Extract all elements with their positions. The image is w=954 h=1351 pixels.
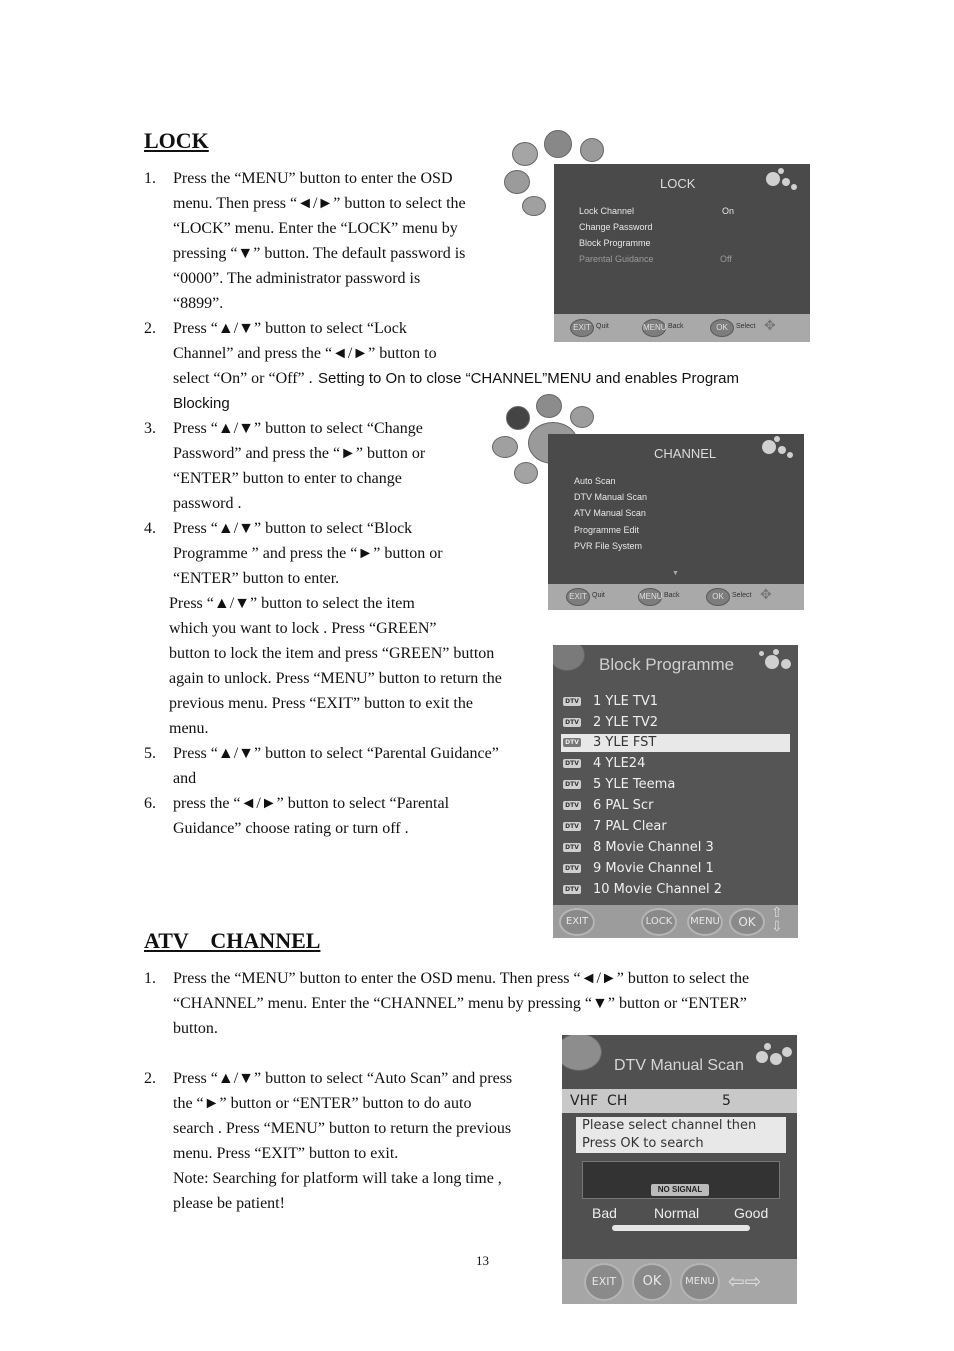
lock-bubble-icon bbox=[553, 645, 585, 671]
lock-para-line: which you want to lock . Press “GREEN” bbox=[169, 620, 437, 637]
osd-parental-guidance-value: Off bbox=[720, 254, 732, 264]
block-programme-osd bbox=[553, 645, 798, 938]
quality-normal: Normal bbox=[654, 1205, 700, 1221]
dtv-tag: DTV bbox=[563, 718, 581, 727]
channel-number: 5 bbox=[722, 1093, 731, 1109]
osd-lock-channel-value: On bbox=[722, 206, 735, 216]
lock-step2-note: Setting to On to close “CHANNEL”MENU and enables Program bbox=[318, 370, 740, 387]
atv-step2-line: the “►” button or “ENTER” button to do auto bbox=[173, 1095, 472, 1112]
channel-osd-panel bbox=[548, 434, 804, 610]
channel-row[interactable] bbox=[561, 776, 790, 794]
osd-parental-guidance[interactable]: Parental Guidance bbox=[579, 254, 654, 264]
lock-step1-line: menu. Then press “◄/►” button to select the bbox=[173, 195, 466, 212]
channel-name: 9 Movie Channel 1 bbox=[593, 861, 714, 876]
channel-row[interactable] bbox=[561, 818, 790, 836]
exit-button[interactable]: EXIT bbox=[584, 1263, 624, 1301]
message-line: Press OK to search bbox=[582, 1136, 704, 1151]
atv-step2-line: Note: Searching for platform will take a long time , bbox=[173, 1170, 502, 1187]
direction-arrows-icon: ✥ bbox=[764, 317, 776, 333]
step-number: 4. bbox=[144, 520, 156, 537]
up-down-arrows-icon: ⇧ ⇩ bbox=[771, 904, 783, 934]
lock-step6-line: press the “◄/►” button to select “Parental bbox=[173, 795, 450, 812]
lock-step4-line: Press “▲/▼” button to select “Block bbox=[173, 520, 413, 537]
atv-step2-line: Press “▲/▼” button to select “Auto Scan” and press bbox=[173, 1070, 513, 1087]
scan-message-box bbox=[576, 1117, 786, 1153]
quit-label: Quit bbox=[592, 592, 605, 599]
osd-atv-manual-scan[interactable]: ATV Manual Scan bbox=[574, 508, 646, 518]
page-number: 13 bbox=[476, 1253, 489, 1268]
menu-bubble-icon bbox=[514, 462, 538, 484]
back-label: Back bbox=[664, 592, 680, 599]
osd-pvr-file-system[interactable]: PVR File System bbox=[574, 541, 643, 551]
lock-para-line: again to unlock. Press “MENU” button to return the bbox=[169, 670, 502, 687]
lock-step1-line: “8899”. bbox=[173, 295, 224, 312]
osd-title: CHANNEL bbox=[654, 446, 717, 461]
channel-name: 2 YLE TV2 bbox=[593, 715, 659, 730]
lock-step3-line: Press “▲/▼” button to select “Change bbox=[173, 420, 423, 437]
lock-step3-line: “ENTER” button to enter to change bbox=[173, 470, 402, 487]
menu-button-icon[interactable]: MENU bbox=[642, 319, 666, 337]
channel-row[interactable] bbox=[561, 693, 790, 711]
lock-osd-panel bbox=[554, 164, 810, 342]
message-line: Please select channel then bbox=[582, 1118, 757, 1133]
channel-name: 1 YLE TV1 bbox=[593, 694, 659, 709]
lock-step4-line: Programme ” and press the “►” button or bbox=[173, 545, 443, 562]
step-number: 5. bbox=[144, 745, 156, 762]
channel-name: 6 PAL Scr bbox=[593, 798, 654, 813]
osd-change-password[interactable]: Change Password bbox=[579, 222, 653, 232]
ok-button-icon[interactable]: OK bbox=[706, 588, 730, 606]
dtv-tag: DTV bbox=[563, 697, 581, 706]
channel-row[interactable] bbox=[561, 881, 790, 899]
menu-button[interactable]: MENU bbox=[687, 908, 723, 936]
bubbles-icon bbox=[757, 649, 797, 675]
atv-step2-line: menu. Press “EXIT” button to exit. bbox=[173, 1145, 399, 1162]
lock-step3-line: Password” and press the “►” button or bbox=[173, 445, 426, 462]
lock-step1-line: “LOCK” menu. Enter the “LOCK” menu by bbox=[173, 220, 458, 237]
osd-title: Block Programme bbox=[599, 655, 735, 674]
osd-block-programme[interactable]: Block Programme bbox=[579, 238, 651, 248]
menu-button[interactable]: MENU bbox=[680, 1263, 720, 1301]
atv-step1-line: button. bbox=[173, 1020, 218, 1037]
channel-name: 5 YLE Teema bbox=[593, 777, 676, 792]
atv-step1-line: “CHANNEL” menu. Enter the “CHANNEL” menu by pressing “▼” button or “ENTER” bbox=[173, 995, 747, 1012]
dtv-manual-scan-osd bbox=[562, 1035, 797, 1304]
lock-step2-note: Blocking bbox=[173, 395, 230, 412]
lock-step5-line: and bbox=[173, 770, 197, 787]
lock-step6-line: Guidance” choose rating or turn off . bbox=[173, 820, 409, 837]
osd-auto-scan[interactable]: Auto Scan bbox=[574, 476, 616, 486]
quit-label: Quit bbox=[596, 323, 609, 330]
exit-button[interactable]: EXIT bbox=[559, 908, 595, 936]
no-signal-badge: NO SIGNAL bbox=[651, 1184, 709, 1196]
band-label: VHF CH bbox=[570, 1093, 628, 1109]
osd-lock-channel[interactable]: Lock Channel bbox=[579, 206, 635, 216]
dtv-tag: DTV bbox=[563, 759, 581, 768]
dtv-tag: DTV bbox=[563, 885, 581, 894]
step-number: 1. bbox=[144, 170, 156, 187]
quality-bad: Bad bbox=[592, 1205, 617, 1221]
lock-step1-line: Press the “MENU” button to enter the OSD bbox=[173, 170, 453, 187]
lock-para-line: menu. bbox=[169, 720, 209, 737]
lock-heading: LOCK bbox=[144, 128, 209, 153]
bubbles-icon bbox=[760, 436, 800, 462]
osd-title: LOCK bbox=[660, 176, 696, 191]
channel-row[interactable] bbox=[561, 839, 790, 857]
lock-step4-line: “ENTER” button to enter. bbox=[173, 570, 340, 587]
osd-programme-edit[interactable]: Programme Edit bbox=[574, 525, 640, 535]
select-label: Select bbox=[736, 323, 756, 330]
lock-step5-line: Press “▲/▼” button to select “Parental Guidance” bbox=[173, 745, 499, 762]
bubbles-icon bbox=[764, 168, 804, 194]
channel-name: 3 YLE FST bbox=[593, 735, 657, 750]
signal-quality-bar bbox=[612, 1225, 750, 1231]
channel-name: 10 Movie Channel 2 bbox=[593, 882, 723, 897]
exit-button-icon[interactable]: EXIT bbox=[570, 319, 594, 337]
channel-bubble-icon bbox=[562, 1035, 602, 1071]
menu-bubble-icon bbox=[570, 406, 594, 428]
lock-para-line: Press “▲/▼” button to select the item bbox=[169, 595, 415, 612]
channel-name: 4 YLE24 bbox=[593, 756, 646, 771]
channel-row[interactable] bbox=[561, 755, 790, 773]
lock-para-line: previous menu. Press “EXIT” button to exit the bbox=[169, 695, 473, 712]
exit-button-icon[interactable]: EXIT bbox=[566, 588, 590, 606]
osd-footer-bar bbox=[562, 1259, 797, 1304]
osd-footer-bar bbox=[553, 905, 798, 938]
step-number: 6. bbox=[144, 795, 156, 812]
menu-bubble-icon bbox=[512, 142, 538, 166]
ok-button-icon[interactable]: OK bbox=[710, 319, 734, 337]
menu-button-icon[interactable]: MENU bbox=[638, 588, 662, 606]
menu-bubble-icon bbox=[522, 196, 546, 216]
lock-step3-line: password . bbox=[173, 495, 242, 512]
dtv-tag: DTV bbox=[563, 864, 581, 873]
osd-footer-bar bbox=[554, 314, 810, 342]
back-label: Back bbox=[668, 323, 684, 330]
signal-box bbox=[582, 1161, 780, 1199]
select-label: Select bbox=[732, 592, 752, 599]
dtv-tag: DTV bbox=[563, 843, 581, 852]
lock-step2-line: select “On” or “Off” . bbox=[173, 370, 313, 387]
osd-dtv-manual-scan[interactable]: DTV Manual Scan bbox=[574, 492, 648, 502]
ok-button[interactable]: OK bbox=[729, 908, 765, 936]
lock-step1-line: pressing “▼” button. The default password is bbox=[173, 245, 466, 262]
channel-osd-screenshot bbox=[492, 392, 804, 612]
menu-bubble-icon bbox=[504, 170, 530, 194]
atv-step2-line: please be patient! bbox=[173, 1195, 285, 1212]
lock-para-line: button to lock the item and press “GREEN” button bbox=[169, 645, 495, 662]
ok-button[interactable]: OK bbox=[632, 1263, 672, 1301]
atv-step2-line: search . Press “MENU” button to return the previous bbox=[173, 1120, 512, 1137]
channel-name: 7 PAL Clear bbox=[593, 819, 667, 834]
quality-good: Good bbox=[734, 1205, 769, 1221]
lock-step1-line: “0000”. The administrator password is bbox=[173, 270, 421, 287]
atv-channel-heading: ATV CHANNEL bbox=[144, 928, 321, 953]
atv-step1-line: Press the “MENU” button to enter the OSD menu. Then press “◄/►” button to select the bbox=[173, 970, 750, 987]
channel-selector-row[interactable] bbox=[562, 1089, 797, 1113]
menu-bubble-icon bbox=[544, 130, 572, 158]
lock-osd-screenshot bbox=[504, 126, 810, 342]
channel-row[interactable] bbox=[561, 714, 790, 732]
scroll-down-icon: ▼ bbox=[672, 570, 679, 577]
step-number: 2. bbox=[144, 1070, 156, 1087]
direction-arrows-icon: ✥ bbox=[760, 586, 772, 602]
menu-bubble-icon bbox=[536, 394, 562, 418]
channel-row[interactable] bbox=[561, 797, 790, 815]
dtv-tag: DTV bbox=[563, 780, 581, 789]
menu-bubble-icon bbox=[492, 436, 518, 458]
dtv-tag: DTV bbox=[563, 738, 581, 747]
channel-name: 8 Movie Channel 3 bbox=[593, 840, 714, 855]
lock-button[interactable]: LOCK bbox=[641, 908, 677, 936]
channel-row[interactable] bbox=[561, 860, 790, 878]
dtv-tag: DTV bbox=[563, 801, 581, 810]
step-number: 2. bbox=[144, 320, 156, 337]
bubbles-icon bbox=[750, 1041, 794, 1071]
step-number: 1. bbox=[144, 970, 156, 987]
step-number: 3. bbox=[144, 420, 156, 437]
channel-row-selected[interactable] bbox=[561, 734, 790, 752]
menu-bubble-icon bbox=[580, 138, 604, 162]
left-right-arrows-icon: ⇦⇨ bbox=[728, 1271, 762, 1293]
menu-bubble-icon bbox=[506, 406, 530, 430]
lock-step2-line: Channel” and press the “◄/►” button to bbox=[173, 345, 437, 362]
lock-step2-line: Press “▲/▼” button to select “Lock bbox=[173, 320, 407, 337]
osd-title: DTV Manual Scan bbox=[614, 1057, 744, 1074]
dtv-tag: DTV bbox=[563, 822, 581, 831]
osd-footer-bar bbox=[548, 584, 804, 610]
